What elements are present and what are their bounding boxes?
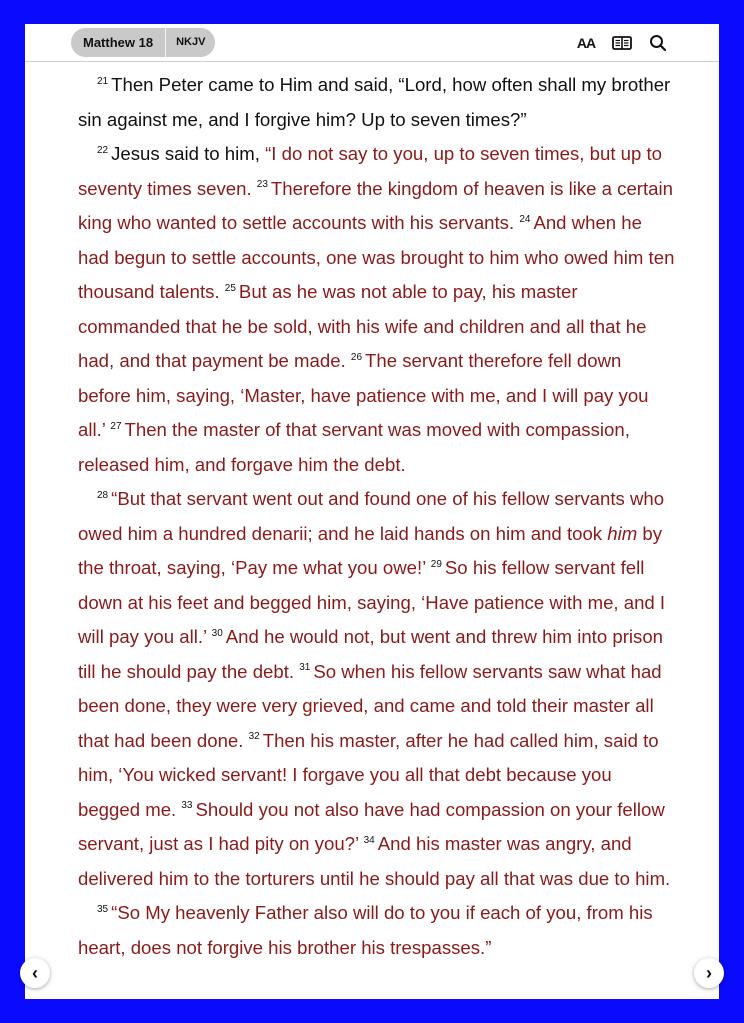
verse-number[interactable]: 26 [350, 351, 363, 363]
verse-text: Therefore the kingdom of heaven is like a certain king who wanted to settle accounts with his servants. [78, 177, 673, 233]
verse-number[interactable]: 35 [97, 903, 109, 915]
verse-number[interactable]: 33 [181, 800, 193, 812]
verse-text: But as he was not able to pay, his master commanded that he be sold, with his wife and children and all that he had, and that payment be made. [78, 281, 647, 371]
verse-number[interactable]: 23 [256, 179, 268, 191]
verse-number[interactable]: 24 [519, 213, 531, 225]
verse-text: “I do not say to you, up to seven times, but up to seventy times seven. [78, 143, 663, 199]
chapter-text [78, 68, 678, 965]
next-chapter-button[interactable] [694, 958, 724, 988]
font-size-icon[interactable] [575, 32, 597, 54]
verse-text: Jesus said to him, [111, 143, 266, 164]
paragraph-3 [78, 482, 678, 896]
font-size-label: AA [576, 35, 596, 51]
verse-text: The servant therefore fell down before him, saying, ‘Master, have patience with me, and I will pay you all.’ [78, 350, 649, 440]
verse-text: “But that servant went out and found one of his fellow servants who owed him a hundred denarii; and he laid hands on him and took [78, 488, 665, 544]
verse-number[interactable]: 31 [299, 662, 311, 674]
verse-text: Should you not also have had compassion on your fellow servant, just as I had pity on you?’ [78, 798, 665, 854]
search-icon[interactable] [647, 32, 669, 54]
book-icon[interactable] [611, 32, 633, 54]
verse-text: by the throat, saying, ‘Pay me what you owe!’ [78, 522, 663, 578]
paragraph-2 [78, 137, 678, 482]
verse-text: Then his master, after he had called him, said to him, ‘You wicked servant! I forgave you all that debt because you begged me. [78, 729, 659, 820]
verse-text: Then the master of that servant was moved with compassion, released him, and forgave him the debt. [78, 419, 630, 475]
verse-number[interactable]: 28 [97, 489, 109, 501]
verse-text: So when his fellow servants saw what had been done, they were very grieved, and came and told their master all that had been done. [78, 660, 662, 751]
verse-number[interactable]: 27 [110, 420, 122, 432]
verse-number[interactable]: 25 [224, 282, 236, 294]
verse-text: Then Peter came to Him and said, “Lord, how often shall my brother sin against me, and I forgive him? Up to seven times?” [78, 74, 671, 130]
verse-number[interactable]: 29 [430, 558, 442, 570]
verse-number[interactable]: 32 [248, 731, 260, 743]
reference-pill [71, 28, 215, 57]
verse-number[interactable]: 22 [97, 144, 109, 156]
book-chapter-button[interactable]: Matthew 18 [83, 35, 154, 50]
verse-text: And his master was angry, and delivered him to the torturers until he should pay all that was due to him. [78, 833, 671, 889]
chevron-right-icon: › [706, 962, 712, 983]
paragraph-1 [78, 68, 678, 137]
reader-toolbar [25, 24, 719, 62]
previous-chapter-button[interactable] [20, 958, 50, 988]
verse-text: And when he had begun to settle accounts, one was brought to him who owed him ten thousand talents. [78, 212, 675, 302]
verse-text: So his fellow servant fell down at his feet and begged him, saying, ‘Have patience with me, and I will pay you all.’ [78, 557, 666, 647]
verse-number[interactable]: 30 [211, 627, 223, 639]
paragraph-4 [78, 896, 678, 965]
reader-page [25, 24, 719, 999]
verse-text: And he would not, but went and threw him into prison till he should pay the debt. [78, 626, 663, 682]
words-of-jesus [78, 143, 674, 475]
chevron-left-icon: ‹ [32, 962, 38, 983]
italic-word: him [607, 522, 638, 544]
toolbar-icons [575, 32, 669, 54]
verse-text: “So My heavenly Father also will do to you if each of you, from his heart, does not forgive his brother his trespasses.” [78, 902, 653, 958]
verse-number[interactable]: 21 [97, 75, 109, 87]
version-button[interactable]: NKJV [165, 28, 215, 57]
verse-number[interactable]: 34 [363, 834, 375, 846]
